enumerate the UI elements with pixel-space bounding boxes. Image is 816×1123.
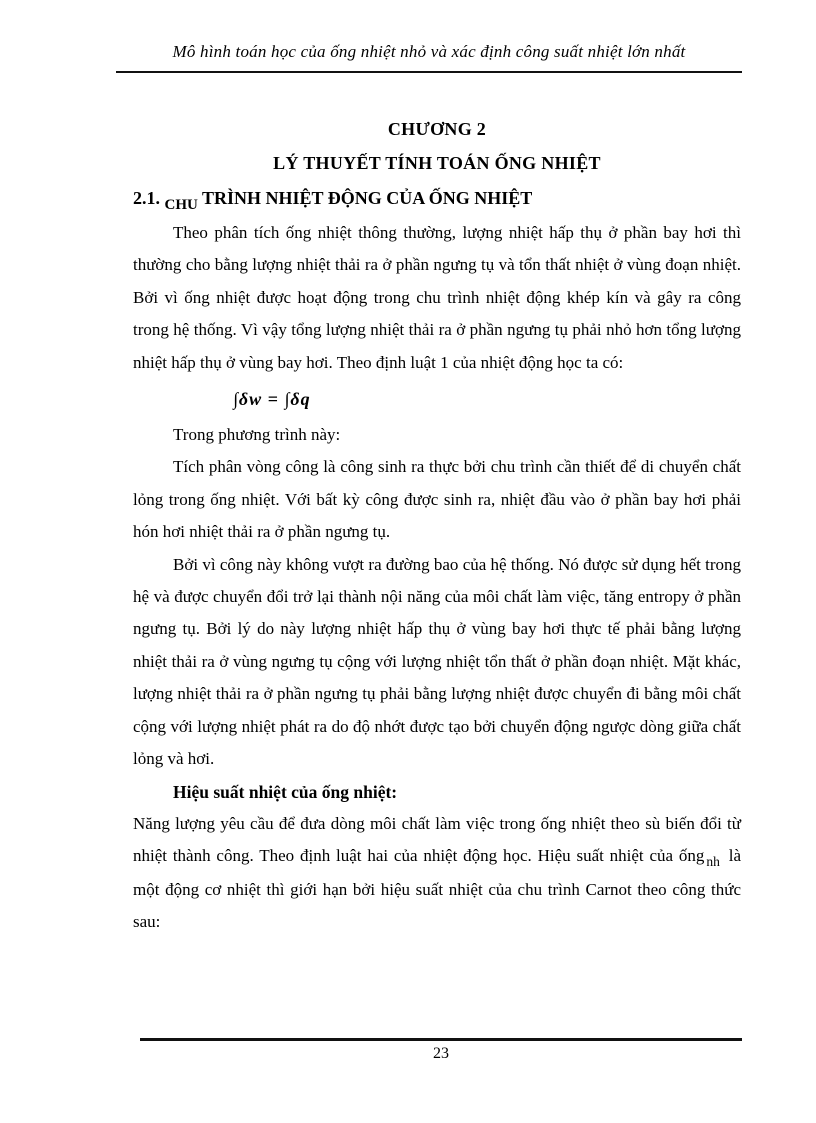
chapter-title: CHƯƠNG 2	[387, 119, 487, 139]
section-title-rest: TRÌNH NHIỆT ĐỘNG CỦA ỐNG NHIỆT	[202, 188, 533, 208]
subheading-thermal-efficiency: Hiệu suất nhiệt của ống nhiệt:	[173, 781, 398, 802]
running-header-text: Mô hình toán học của ống nhiệt nhỏ và xác định công suất nhiệt lớn nhất	[172, 42, 686, 61]
paragraph-4: Bởi vì công này không vượt ra đường bao của hệ thống. Nó được sử dụng hết trong hệ và được chuyển đổi trở lại thành nội năng của môi chất làm việc, tăng entropy ở phần ngưng tụ. Bởi lý do này lượng nhiệt hấp thụ ở vùng bay hơi thực tế phải bằng lượng nhiệt thải ra ở vùng ngưng tụ cộng với lượng nhiệt tổn thất ở phần đoạn nhiệt. Mặt khác, lượng nhiệt thải ra ở phần ngưng tụ phải bằng lượng nhiệt được chuyển đi bằng môi chất cộng với lượng nhiệt phát ra do độ nhớt được tạo bởi chuyển động ngược dòng giữa chất lỏng và hơi.	[133, 554, 741, 769]
paragraph-5-text-b: là một động cơ nhiệt thì giới hạn bởi hiệu suất nhiệt của chu trình Carnot theo công thức sau:	[133, 846, 741, 932]
paragraph-2: Trong phương trình này:	[173, 425, 341, 445]
section-heading	[133, 181, 741, 217]
header-rule	[116, 71, 742, 73]
page-body	[133, 112, 741, 939]
paragraph-5	[133, 808, 741, 939]
section-dropped-word: CHU	[164, 197, 198, 213]
formula-line	[133, 379, 741, 419]
running-header	[116, 42, 742, 62]
page-number: 23	[433, 1045, 449, 1062]
paragraph-1: Theo phân tích ống nhiệt thông thường, lượng nhiệt hấp thụ ở phần bay hơi thì thường cho bằng lượng nhiệt thải ra ở phần ngưng tụ và tổn thất nhiệt ở vùng đoạn nhiệt. Bởi vì ống nhiệt được hoạt động trong chu trình nhiệt động khép kín và gây ra công trong hệ thống. Vì vậy tổng lượng nhiệt thải ra ở phần ngưng tụ phải nhỏ hơn tổng lượng nhiệt hấp thụ ở vùng bay hơi. Theo định luật 1 của nhiệt động học ta có:	[133, 223, 741, 372]
paragraph-5-subscript: nh	[706, 854, 720, 870]
cycle-integral-formula: ∫δw = ∫δq	[233, 389, 311, 410]
section-number: 2.1.	[133, 188, 160, 208]
chapter-subtitle: LÝ THUYẾT TÍNH TOÁN ỐNG NHIỆT	[273, 153, 601, 173]
footer-rule	[140, 1038, 742, 1041]
paragraph-5-text-a: Năng lượng yêu cầu để đưa dòng môi chất làm việc trong ống nhiệt theo sù biến đổi từ nhiệt thành công. Theo định luật hai của nhiệt động học. Hiệu suất nhiệt của ống	[133, 813, 741, 866]
paragraph-3: Tích phân vòng công là công sinh ra thực bởi chu trình cần thiết để di chuyển chất lỏng trong ống nhiệt. Với bất kỳ công được sinh ra, nhiệt đầu vào ở phần bay hơi phải hón hơi nhiệt thải ra ở phần ngưng tụ.	[133, 457, 741, 542]
